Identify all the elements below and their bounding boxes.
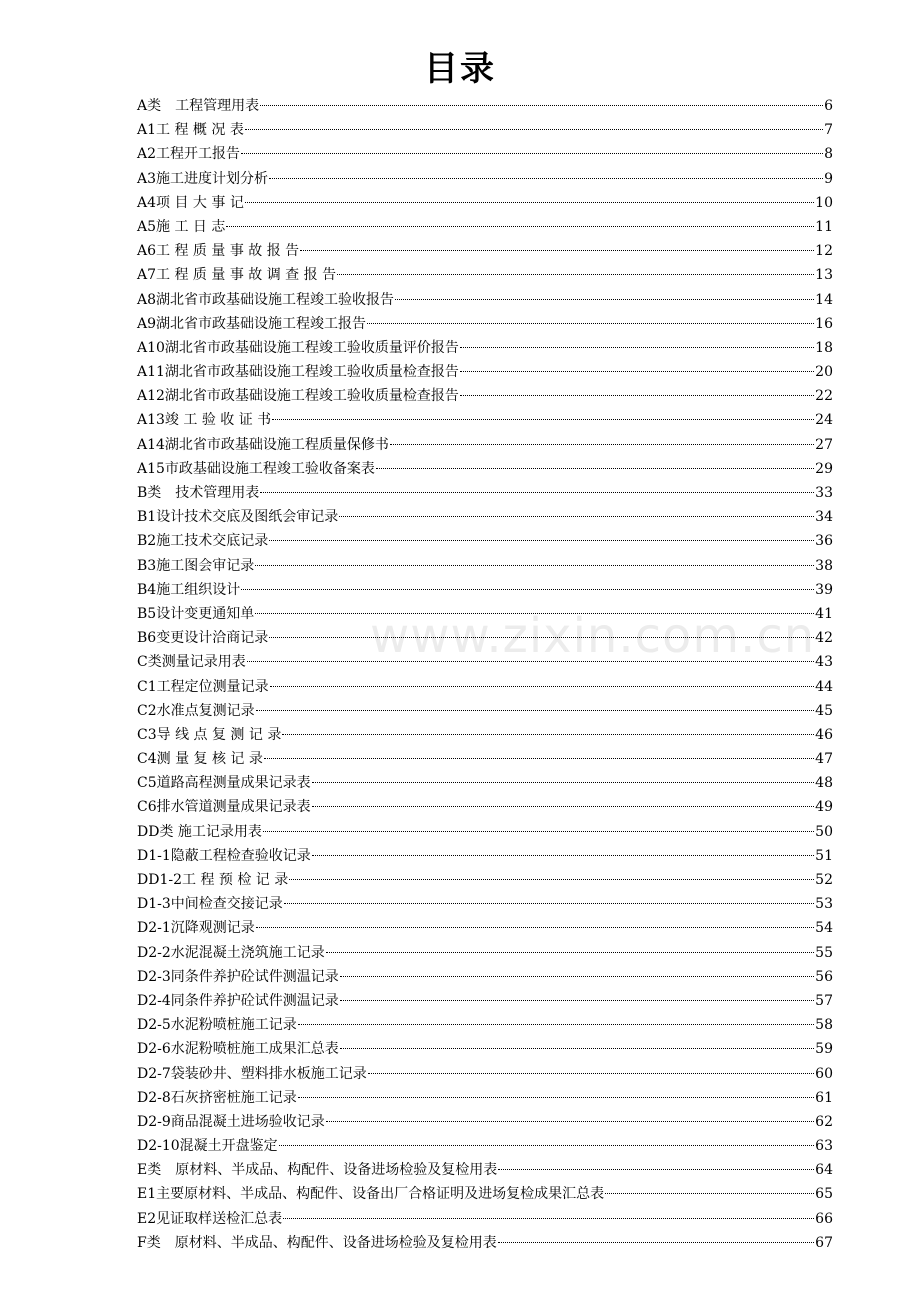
toc-entry-label: C6排水管道测量成果记录表 (137, 799, 311, 816)
toc-page-number: 8 (824, 146, 833, 163)
toc-leader-dots (498, 1169, 814, 1170)
toc-page-number: 7 (824, 122, 833, 139)
toc-leader-dots (241, 153, 823, 154)
toc-entry[interactable] (137, 1182, 833, 1206)
toc-entry[interactable] (137, 1231, 833, 1255)
toc-leader-dots (340, 1048, 814, 1049)
toc-leader-dots (312, 782, 815, 783)
toc-entry[interactable] (137, 699, 833, 723)
toc-entry[interactable] (137, 626, 833, 650)
toc-leader-dots (282, 734, 814, 735)
toc-entry[interactable] (137, 1158, 833, 1182)
toc-page-number: 65 (815, 1186, 833, 1203)
toc-entry[interactable] (137, 965, 833, 989)
toc-leader-dots (605, 1193, 814, 1194)
toc-entry-label: D2-6水泥粉喷桩施工成果汇总表 (137, 1041, 339, 1058)
page-title: 目录 (424, 49, 496, 89)
toc-entry-label: A5施 工 日 志 (137, 218, 226, 235)
toc-entry[interactable] (137, 892, 833, 916)
toc-entry[interactable] (137, 336, 833, 360)
toc-entry-label: A15市政基础设施工程竣工验收备案表 (137, 460, 375, 477)
toc-entry[interactable] (137, 1207, 833, 1231)
toc-page-number: 67 (815, 1234, 833, 1251)
toc-leader-dots (284, 903, 814, 904)
toc-page-number: 36 (815, 533, 833, 550)
toc-page-number: 11 (815, 218, 833, 235)
toc-leader-dots (337, 274, 814, 275)
toc-entry-label: D1-3中间检查交接记录 (137, 896, 283, 913)
toc-leader-dots (270, 686, 815, 687)
toc-page-number: 38 (815, 557, 833, 574)
toc-leader-dots (283, 1218, 814, 1219)
toc-leader-dots (260, 105, 823, 106)
toc-page-number: 29 (815, 460, 833, 477)
toc-leader-dots (326, 952, 814, 953)
toc-entry-label: A类 工程管理用表 (137, 98, 260, 114)
toc-page-number: 46 (815, 726, 833, 743)
toc-entry-label: B3施工图会审记录 (137, 557, 255, 574)
toc-page-number: 64 (815, 1162, 833, 1179)
toc-entry-label: B6变更设计洽商记录 (137, 630, 269, 647)
toc-leader-dots (263, 831, 814, 832)
toc-entry[interactable] (137, 118, 833, 142)
toc-leader-dots (264, 758, 814, 759)
toc-leader-dots (460, 371, 814, 372)
toc-page-number: 10 (815, 194, 833, 211)
toc-leader-dots (376, 468, 814, 469)
toc-entry[interactable] (137, 142, 833, 166)
toc-leader-dots (460, 395, 814, 396)
toc-page-number: 53 (815, 896, 833, 913)
toc-page-number: 22 (815, 388, 833, 405)
toc-entry-label: A7工 程 质 量 事 故 调 查 报 告 (137, 267, 337, 284)
toc-page-number: 54 (815, 920, 833, 937)
toc-entry-label: C5道路高程测量成果记录表 (137, 775, 311, 792)
watermark: www.zixin.com.cn (370, 608, 816, 664)
toc-page-number: 59 (815, 1041, 833, 1058)
toc-entry[interactable] (137, 312, 833, 336)
toc-leader-dots (269, 540, 814, 541)
table-of-contents (137, 94, 833, 1255)
toc-entry-label: A3施工进度计划分析 (137, 170, 269, 187)
toc-page-number: 57 (815, 992, 833, 1009)
toc-page-number: 13 (815, 267, 833, 284)
toc-leader-dots (289, 879, 814, 880)
toc-entry-label: D2-4同条件养护砼试件测温记录 (137, 992, 339, 1009)
toc-entry[interactable] (137, 94, 833, 118)
toc-entry-label: C3导 线 点 复 测 记 录 (137, 726, 282, 743)
toc-entry-label: C2水准点复测记录 (137, 702, 255, 719)
toc-page-number: 48 (815, 775, 833, 792)
toc-entry[interactable] (137, 941, 833, 965)
toc-page-number: 6 (824, 98, 833, 114)
toc-entry-label: A4项 目 大 事 记 (137, 194, 244, 211)
toc-entry[interactable] (137, 167, 833, 191)
toc-entry-label: B1设计技术交底及图纸会审记录 (137, 509, 339, 526)
toc-entry[interactable] (137, 723, 833, 747)
toc-leader-dots (498, 1242, 814, 1243)
toc-entry-label: A10湖北省市政基础设施工程竣工验收质量评价报告 (137, 339, 459, 356)
toc-entry-label: D1-1隐蔽工程检查验收记录 (137, 847, 311, 864)
toc-page-number: 60 (815, 1065, 833, 1082)
toc-entry-label: D2-2水泥混凝土浇筑施工记录 (137, 944, 325, 961)
toc-entry-label: E2见证取样送检汇总表 (137, 1210, 283, 1227)
toc-leader-dots (298, 1024, 814, 1025)
toc-page-number: 16 (815, 315, 833, 332)
toc-entry[interactable] (137, 554, 833, 578)
toc-page-number: 56 (815, 968, 833, 985)
toc-entry-label: A8湖北省市政基础设施工程竣工验收报告 (137, 291, 395, 308)
toc-entry[interactable] (137, 1086, 833, 1110)
toc-leader-dots (367, 323, 814, 324)
toc-entry[interactable] (137, 820, 833, 844)
toc-entry-label: A9湖北省市政基础设施工程竣工报告 (137, 315, 367, 332)
toc-entry-label: DD1-2工 程 预 检 记 录 (137, 872, 289, 888)
toc-entry[interactable] (137, 675, 833, 699)
toc-page-number: 18 (815, 339, 833, 356)
toc-entry[interactable] (137, 989, 833, 1013)
toc-leader-dots (312, 855, 814, 856)
toc-leader-dots (269, 637, 814, 638)
toc-entry[interactable] (137, 1110, 833, 1134)
toc-leader-dots (256, 710, 815, 711)
toc-page-number: 41 (815, 605, 833, 622)
toc-entry-label: E类 原材料、半成品、构配件、设备进场检验及复检用表 (137, 1162, 498, 1179)
toc-entry[interactable] (137, 1134, 833, 1158)
toc-entry-label: B4施工组织设计 (137, 581, 241, 598)
toc-page-number: 66 (815, 1210, 833, 1227)
toc-leader-dots (245, 129, 823, 130)
toc-entry[interactable] (137, 1013, 833, 1037)
toc-page-number: 33 (815, 485, 833, 501)
toc-leader-dots (300, 250, 814, 251)
toc-entry[interactable] (137, 578, 833, 602)
toc-leader-dots (312, 806, 815, 807)
toc-entry[interactable] (137, 844, 833, 868)
toc-entry[interactable] (137, 191, 833, 215)
toc-page-number: 44 (815, 678, 833, 695)
toc-entry[interactable] (137, 1062, 833, 1086)
toc-page-number: 62 (815, 1113, 833, 1130)
toc-leader-dots (269, 178, 823, 179)
toc-entry-label: A6工 程 质 量 事 故 报 告 (137, 243, 300, 260)
toc-page-number: 14 (815, 291, 833, 308)
toc-page-number: 34 (815, 509, 833, 526)
toc-entry[interactable] (137, 384, 833, 408)
toc-page-number: 52 (815, 872, 833, 888)
toc-entry[interactable] (137, 481, 833, 505)
toc-entry-label: A1工 程 概 况 表 (137, 122, 244, 139)
toc-page-number: 27 (815, 436, 833, 453)
toc-entry-label: D2-5水泥粉喷桩施工记录 (137, 1017, 297, 1034)
toc-leader-dots (368, 1073, 814, 1074)
toc-entry[interactable] (137, 650, 833, 674)
toc-leader-dots (226, 226, 814, 227)
toc-page-number: 39 (815, 581, 833, 598)
toc-leader-dots (390, 444, 814, 445)
toc-leader-dots (460, 347, 814, 348)
toc-entry-label: F类 原材料、半成品、构配件、设备进场检验及复检用表 (137, 1234, 497, 1251)
toc-entry-label: B2施工技术交底记录 (137, 533, 269, 550)
toc-entry[interactable] (137, 457, 833, 481)
toc-entry-label: E1主要原材料、半成品、构配件、设备出厂合格证明及进场复检成果汇总表 (137, 1186, 605, 1203)
toc-entry[interactable] (137, 360, 833, 384)
toc-entry-label: D2-3同条件养护砼试件测温记录 (137, 968, 339, 985)
toc-entry-label: C1工程定位测量记录 (137, 678, 269, 695)
toc-page-number: 49 (815, 799, 833, 816)
toc-entry-label: A14湖北省市政基础设施工程质量保修书 (137, 436, 389, 453)
toc-entry[interactable] (137, 795, 833, 819)
toc-entry[interactable] (137, 433, 833, 457)
toc-page-number: 58 (815, 1017, 833, 1034)
toc-entry[interactable] (137, 916, 833, 940)
toc-leader-dots (245, 202, 814, 203)
toc-entry[interactable] (137, 529, 833, 553)
toc-page-number: 47 (815, 751, 833, 768)
toc-leader-dots (255, 613, 814, 614)
toc-entry[interactable] (137, 408, 833, 432)
toc-leader-dots (340, 1000, 814, 1001)
toc-entry-label: A12湖北省市政基础设施工程竣工验收质量检查报告 (137, 388, 459, 405)
toc-entry[interactable] (137, 602, 833, 626)
toc-entry[interactable] (137, 288, 833, 312)
toc-page-number: 9 (824, 170, 833, 187)
toc-entry[interactable] (137, 215, 833, 239)
toc-entry[interactable] (137, 868, 833, 892)
toc-entry[interactable] (137, 263, 833, 287)
toc-entry-label: A13竣 工 验 收 证 书 (137, 412, 272, 429)
toc-entry-label: D2-9商品混凝土进场验收记录 (137, 1113, 325, 1130)
toc-leader-dots (298, 1097, 814, 1098)
toc-entry-label: D2-8石灰挤密桩施工记录 (137, 1089, 297, 1106)
toc-leader-dots (279, 1145, 814, 1146)
toc-entry-label: C4测 量 复 核 记 录 (137, 751, 263, 768)
toc-page-number: 61 (815, 1089, 833, 1106)
toc-leader-dots (272, 419, 814, 420)
toc-entry-label: DD类 施工记录用表 (137, 823, 262, 840)
toc-entry[interactable] (137, 505, 833, 529)
toc-entry-label: B类 技术管理用表 (137, 485, 260, 501)
toc-entry[interactable] (137, 747, 833, 771)
toc-leader-dots (247, 661, 814, 662)
toc-leader-dots (326, 1121, 814, 1122)
toc-page-number: 51 (815, 847, 833, 864)
toc-page-number: 43 (815, 654, 833, 671)
toc-leader-dots (260, 492, 814, 493)
toc-leader-dots (256, 927, 814, 928)
toc-entry-label: C类测量记录用表 (137, 654, 246, 671)
toc-page-number: 12 (815, 243, 833, 260)
toc-entry-label: A2工程开工报告 (137, 146, 241, 163)
toc-entry-label: D2-7袋装砂井、塑料排水板施工记录 (137, 1065, 367, 1082)
toc-entry-label: D2-10混凝土开盘鉴定 (137, 1138, 278, 1155)
toc-page-number: 20 (815, 364, 833, 381)
toc-page-number: 24 (815, 412, 833, 429)
toc-page-number: 50 (815, 823, 833, 840)
toc-entry-label: A11湖北省市政基础设施工程竣工验收质量检查报告 (137, 364, 459, 381)
toc-leader-dots (395, 299, 814, 300)
toc-page-number: 45 (815, 702, 833, 719)
toc-leader-dots (255, 565, 814, 566)
toc-page-number: 63 (815, 1138, 833, 1155)
toc-leader-dots (241, 589, 814, 590)
toc-page-number: 55 (815, 944, 833, 961)
toc-leader-dots (340, 976, 814, 977)
toc-entry-label: B5设计变更通知单 (137, 605, 255, 622)
toc-entry-label: D2-1沉降观测记录 (137, 920, 255, 937)
toc-page-number: 42 (815, 630, 833, 647)
toc-entry[interactable] (137, 239, 833, 263)
toc-entry[interactable] (137, 771, 833, 795)
toc-leader-dots (339, 516, 814, 517)
toc-entry[interactable] (137, 1037, 833, 1061)
